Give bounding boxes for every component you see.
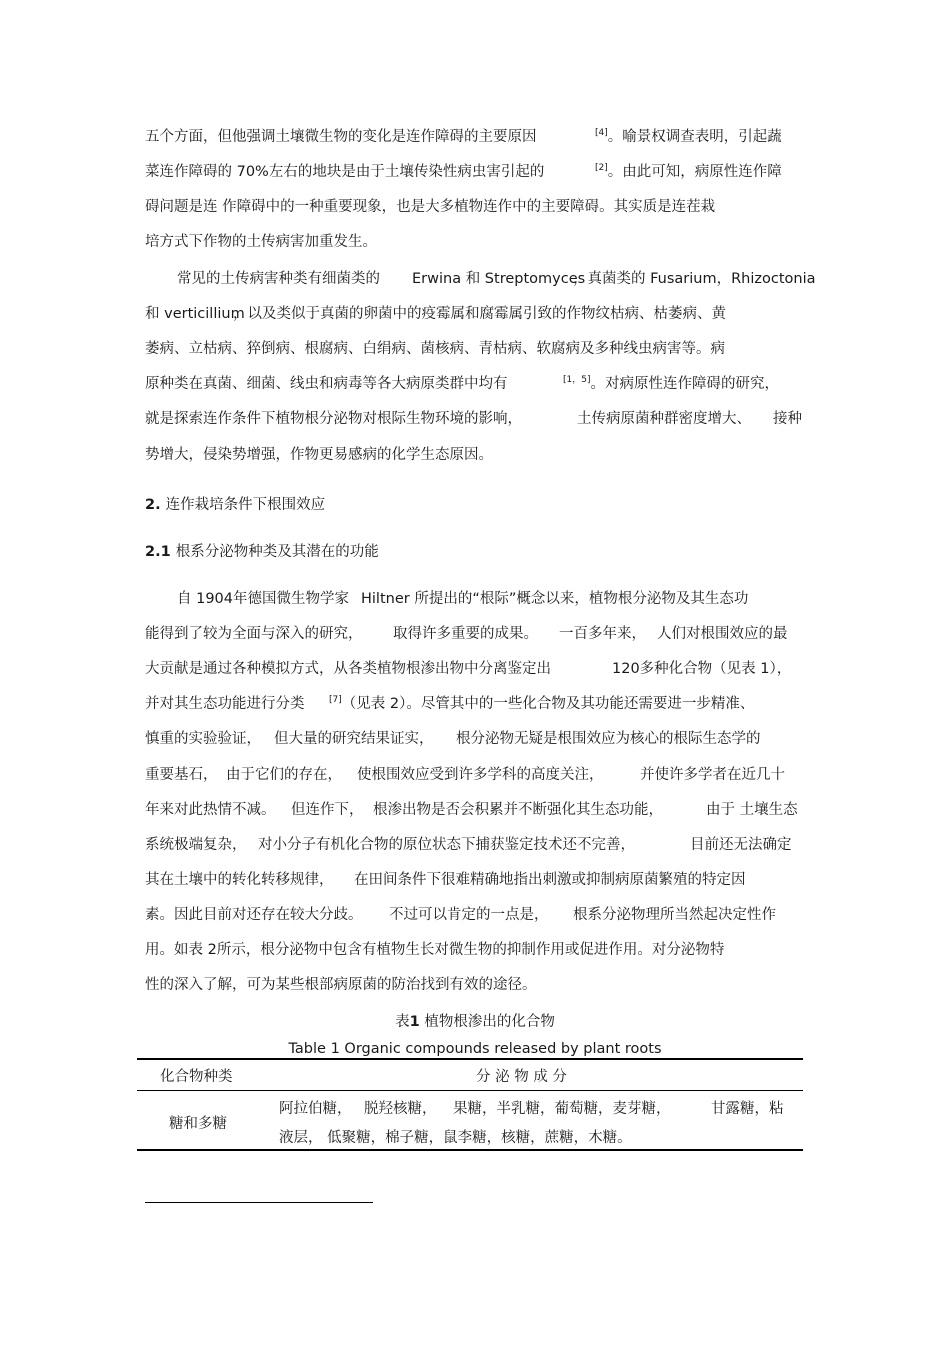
paragraph-2-line-5c: 接种	[773, 411, 802, 427]
table-bottom-rule	[137, 1149, 803, 1151]
paragraph-2-line-1a: 常见的土传病害种类有细菌类的	[177, 271, 380, 287]
paragraph-3-line-6c: 使根围效应受到许多学科的高度关注，	[357, 767, 604, 783]
citation-ref: [1，5]	[563, 375, 591, 385]
paragraph-3-line-2a: 能得到了较为全面与深入的研究，	[145, 626, 363, 642]
section-number: 2.1	[145, 544, 171, 560]
paragraph-1-line-2-ref	[595, 162, 782, 184]
paragraph-3-line-8a: 系统极端复杂，	[145, 837, 247, 853]
paragraph-3-line-1a: 自 1904年德国微生物学家	[177, 591, 350, 607]
section-heading-2-1	[145, 542, 379, 562]
paragraph-3-line-10a: 素。因此目前对还存在较大分歧。	[145, 907, 363, 923]
table-header-components: 分 泌 物 成 分	[476, 1069, 567, 1085]
paragraph-3-line-6a: 重要基石，	[145, 767, 218, 783]
text: 菜连作障碍的 70%左右的地块是由于土壤传染性病虫害引起的	[145, 164, 545, 180]
paragraph-3-line-4b	[329, 694, 754, 716]
paragraph-3-line-5b: 但大量的研究结果证实，	[274, 731, 434, 747]
citation-ref: [7]	[329, 695, 342, 705]
paragraph-1-line-2	[145, 162, 544, 182]
paragraph-1-line-1	[145, 127, 537, 147]
paragraph-1-line-4: 培方式下作物的土传病害加重发生。	[145, 234, 377, 250]
caption-prefix: 表	[395, 1014, 410, 1030]
paragraph-3-line-5c: 根分泌物无疑是根围效应为核心的根际生态学的	[456, 731, 761, 747]
paragraph-1-line-1-ref	[595, 127, 782, 149]
section-heading-2	[145, 495, 325, 515]
paragraph-3-line-7c: 根渗出物是否会积累并不断强化其生态功能，	[373, 802, 663, 818]
caption-title: 植物根渗出的化合物	[419, 1014, 555, 1030]
paragraph-3-line-2d: 人们对根围效应的最	[657, 626, 788, 642]
paragraph-2-line-2a: 和 verticillium	[145, 306, 245, 322]
table-header-category: 化合物种类	[160, 1069, 233, 1085]
table-caption-en: Table 1 Organic compounds released by plant roots	[288, 1041, 662, 1057]
table-caption-cn	[0, 1012, 950, 1032]
text: （见表 2）。尽管其中的一些化合物及其功能还需要进一步精准、	[341, 696, 755, 712]
table-cell-components-line-1d: 甘露糖，粘	[711, 1101, 784, 1117]
text: 。对病原性连作障碍的研究，	[590, 376, 779, 392]
paragraph-1-line-3: 碍问题是连 作障碍中的一种重要现象，也是大多植物连作中的主要障碍。其实质是连茬栽	[145, 199, 716, 215]
citation-ref: [4]	[595, 128, 608, 138]
paragraph-2-line-3: 萎病、立枯病、猝倒病、根腐病、白绢病、菌核病、青枯病、软腐病及多种线虫病害等。病	[145, 341, 725, 357]
section-number: 2.	[145, 497, 161, 513]
citation-ref: [2]	[595, 163, 608, 173]
paragraph-2-line-4a: 原种类在真菌、细菌、线虫和病毒等各大病原类群中均有	[145, 376, 508, 392]
section-title: 连作栽培条件下根围效应	[165, 497, 326, 513]
paragraph-3-line-9a: 其在土壤中的转化转移规律，	[145, 872, 334, 888]
paragraph-3-line-7a: 年来对此热情不减。	[145, 802, 276, 818]
paragraph-3-line-11: 用。如表 2所示，根分泌物中包含有植物生长对微生物的抑制作用或促进作用。对分泌物特	[145, 942, 725, 958]
paragraph-3-line-8c: 目前还无法确定	[690, 837, 792, 853]
table-cell-components-line-1b: 脱羟核糖，	[364, 1101, 437, 1117]
paragraph-2-line-5b: 土传病原菌种群密度增大、	[577, 411, 751, 427]
paragraph-3-line-6b: 由于它们的存在，	[226, 767, 342, 783]
paragraph-3-line-10c: 根系分泌物理所当然起决定性作	[573, 907, 776, 923]
paragraph-2-line-2b: ，以及类似于真菌的卵菌中的疫霉属和腐霉属引致的作物纹枯病、枯萎病、黄	[233, 306, 726, 322]
paragraph-2-line-5a: 就是探索连作条件下植物根分泌物对根际生物环境的影响，	[145, 411, 522, 427]
table-cell-components-line-1c: 果糖，半乳糖，葡萄糖，麦芽糖，	[453, 1101, 671, 1117]
paragraph-3-line-8b: 对小分子有机化合物的原位状态下捕获鉴定技术还不完善，	[258, 837, 635, 853]
paragraph-3-line-6d: 并使许多学者在近几十	[640, 767, 785, 783]
paragraph-3-line-3a: 大贡献是通过各种模拟方式，从各类植物根渗出物中分离鉴定出	[145, 661, 551, 677]
table-top-rule	[137, 1058, 803, 1060]
table-header-rule	[137, 1090, 803, 1091]
paragraph-3-line-2b: 取得许多重要的成果。	[393, 626, 538, 642]
table-cell-category: 糖和多糖	[169, 1116, 227, 1132]
caption-number: 1	[409, 1014, 420, 1030]
paragraph-3-line-2c: 一百多年来，	[559, 626, 646, 642]
paragraph-3-line-7d: 由于 土壤生态	[706, 802, 798, 818]
table-cell-components-line-1a: 阿拉伯糖，	[279, 1101, 352, 1117]
paragraph-3-line-4a: 并对其生态功能进行分类	[145, 696, 305, 712]
paragraph-3-line-1b: Hiltner 所提出的“根际”概念以来，植物根分泌物及其生态功	[361, 591, 749, 607]
paragraph-2-line-6: 势增大，侵染势增强，作物更易感病的化学生态原因。	[145, 447, 493, 463]
paragraph-2-line-4b	[563, 374, 779, 396]
text: 五个方面，但他强调土壤微生物的变化是连作障碍的主要原因	[145, 129, 537, 145]
paragraph-2-line-1b: Erwina 和 Streptomyces	[412, 271, 586, 287]
table-cell-components-line-2: 液层， 低聚糖，棉子糖，鼠李糖，核糖，蔗糖，木糖。	[279, 1130, 632, 1146]
section-title: 根系分泌物种类及其潜在的功能	[175, 544, 379, 560]
paragraph-3-line-3b: 120多种化合物（见表 1），	[612, 661, 792, 677]
text: 。喻景权调查表明，引起蔬	[607, 129, 782, 145]
paragraph-2-line-1c: ，真菌类的 Fusarium，Rhizoctonia	[573, 271, 816, 287]
text: 。由此可知，病原性连作障	[607, 164, 782, 180]
paragraph-3-line-9b: 在田间条件下很难精确地指出刺激或抑制病原菌繁殖的特定因	[354, 872, 746, 888]
paragraph-3-line-5a: 慎重的实验验证，	[145, 731, 261, 747]
footnote-separator	[145, 1202, 373, 1203]
paragraph-3-line-10b: 不过可以肯定的一点是，	[389, 907, 549, 923]
paragraph-3-line-12: 性的深入了解，可为某些根部病原菌的防治找到有效的途径。	[145, 977, 537, 993]
paragraph-3-line-7b: 但连作下，	[291, 802, 364, 818]
